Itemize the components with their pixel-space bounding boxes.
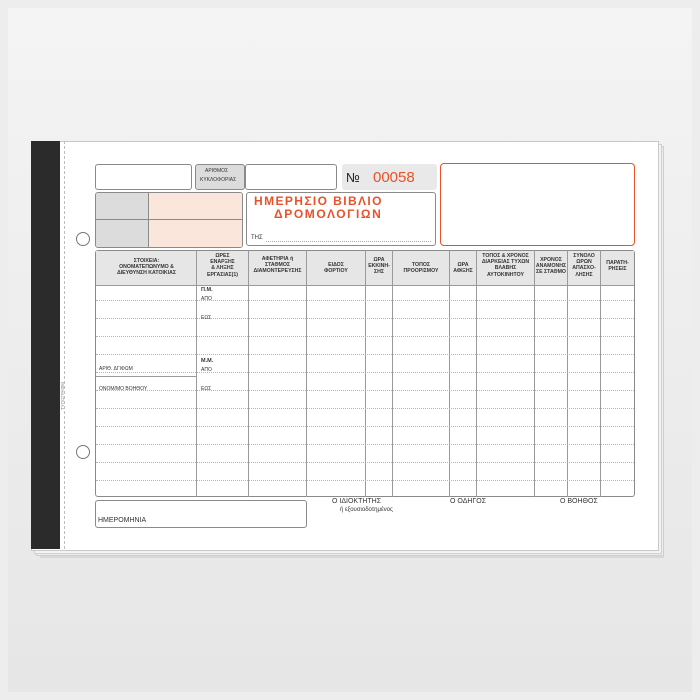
column-divider — [196, 250, 197, 497]
stamp-box[interactable] — [440, 163, 635, 246]
column-divider — [600, 250, 601, 497]
column-divider — [365, 250, 366, 497]
column-header: ΑΦΕΤΗΡΙΑ ή ΣΤΑΘΜΟΣ ΔΙΑΜΟΝΤΕΡΕΥΣΗΣ — [253, 256, 302, 275]
column-divider — [534, 250, 535, 497]
signature-owner: Ο ΙΔΙΟΚΤΗΤΗΣ — [332, 498, 382, 505]
table-row-line — [96, 408, 634, 409]
table-row-line — [96, 336, 634, 337]
registration-label: ΚΥΚΛΟΦΟΡΙΑΣ — [200, 177, 237, 183]
signature-owner-sub: ή εξουσιοδοτημένος — [340, 507, 393, 513]
grid-cell[interactable] — [148, 193, 242, 247]
registration-number-field[interactable] — [245, 164, 337, 190]
column-header: ΤΟΠΟΣ ΠΡΟΟΡΙΣΜΟΥ — [403, 262, 439, 275]
table-row-line — [96, 426, 634, 427]
column-header: ΕΙΔΟΣ ΦΟΡΤΙΟΥ — [324, 262, 348, 275]
column-divider — [476, 250, 477, 497]
table-row-line — [96, 318, 634, 319]
column-header: ΣΤΟΙΧΕΙΑ: ΟΝΟΜΑΤΕΠΩΝΥΜΟ & ΔΙΕΥΘΥΝΣΗ ΚΑΤΟΙΚΙΑΣ — [117, 258, 176, 277]
left-grid-block — [95, 192, 243, 248]
from-label: ΑΠΟ — [201, 367, 212, 373]
table-row-line — [96, 354, 634, 355]
column-header: ΧΡΟΝΟΣ ΑΝΑΜΟΝΗΣ ΣΕ ΣΤΑΘΜΟ — [535, 257, 567, 276]
tis-line — [266, 241, 431, 242]
side-label: ΤΥΠΟΓΡΑΦΕΙ — [60, 381, 65, 410]
column-header: ΤΟΠΟΣ & ΧΡΟΝΟΣ ΔΙΑΡΚΕΙΑΣ ΤΥΧΩΝ ΒΛΑΒΗΣ ΑΥΤΟΚΙΝΗΤΟΥ — [481, 253, 530, 278]
column-header: ΩΡΕΣ ΕΝΑΡΞΗΣ & ΛΗΞΗΣ ΕΡΓΑΣΙΑΣ(1) — [207, 253, 238, 278]
am-label: Π.Μ. — [201, 287, 213, 293]
form-title: ΔΡΟΜΟΛΟΓΙΩΝ — [274, 207, 383, 221]
signature-driver: Ο ΟΔΗΓΟΣ — [450, 498, 487, 505]
grid-divider — [96, 219, 242, 220]
perforation-line — [64, 141, 65, 549]
form-title: ΗΜΕΡΗΣΙΟ ΒΙΒΛΙΟ — [254, 194, 383, 208]
column-header: ΩΡΑ ΕΚΚΙΝΗ- ΣΗΣ — [368, 257, 390, 276]
date-label: ΗΜΕΡΟΜΗΝΙΑ — [98, 517, 147, 524]
punch-hole-icon — [76, 445, 90, 459]
column-header: ΩΡΑ ΑΦΙΞΗΣ — [453, 262, 473, 275]
tis-label: ΤΗΣ — [251, 235, 263, 241]
signature-assistant: Ο ΒΟΗΘΟΣ — [560, 498, 598, 505]
binding-spine — [31, 141, 60, 549]
number-prefix: № — [346, 170, 360, 185]
punch-hole-icon — [76, 232, 90, 246]
from-label: ΑΠΟ — [201, 296, 212, 302]
table-row-line — [96, 390, 634, 391]
worker-divider — [96, 376, 196, 377]
column-header: ΠΑΡΑΤΗ- ΡΗΣΕΙΣ — [606, 260, 629, 273]
to-label: ΕΩΣ — [201, 315, 212, 321]
column-divider — [449, 250, 450, 497]
table-row-line — [96, 480, 634, 481]
to-label: ΕΩΣ — [201, 386, 212, 392]
column-divider — [306, 250, 307, 497]
worker-number-label: ΑΡΙΘ. ΔΓΙΦΩΜ — [99, 366, 133, 372]
blank-field[interactable] — [95, 164, 192, 190]
pm-label: Μ.Μ. — [201, 358, 214, 364]
table-row-line — [96, 372, 634, 373]
column-divider — [392, 250, 393, 497]
registration-label: ΑΡΙΘΜΟΣ — [205, 168, 229, 174]
table-row-line — [96, 444, 634, 445]
grid-cell — [96, 193, 148, 247]
assistant-name-label: ΟΝΟΜ/ΜΟ ΒΟΗΘΟΥ — [99, 386, 148, 392]
column-header: ΣΥΝΟΛΟ ΩΡΩΝ ΑΠΑΣΧΟ- ΛΗΣΗΣ — [572, 253, 596, 278]
column-divider — [567, 250, 568, 497]
serial-number: 00058 — [373, 169, 415, 186]
table-row-line — [96, 462, 634, 463]
column-divider — [248, 250, 249, 497]
table-row-line — [96, 300, 634, 301]
